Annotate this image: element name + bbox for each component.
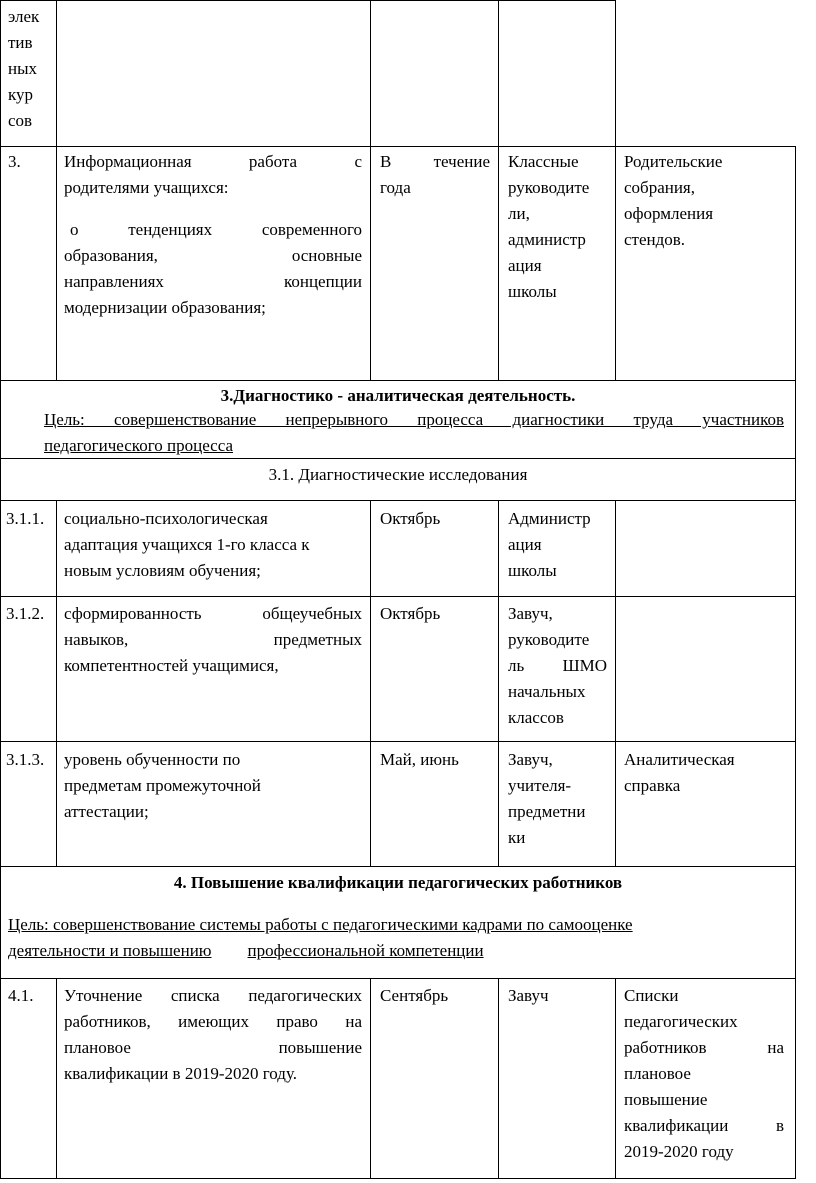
text-line: школы — [508, 282, 557, 301]
term: Октябрь — [380, 604, 441, 623]
rule — [56, 0, 57, 381]
text-line: ных — [8, 59, 38, 78]
text-line: Аналитическая — [624, 750, 735, 769]
text-line: плановое — [624, 1064, 691, 1083]
rule — [0, 0, 1, 1179]
text-line: школы — [508, 561, 557, 580]
activity-description — [64, 506, 364, 584]
rule — [498, 500, 499, 867]
rule — [615, 978, 616, 1179]
text-line: педагогических — [624, 1012, 738, 1031]
text-line: педагогического процесса — [44, 436, 234, 455]
rule — [0, 380, 796, 381]
term: Октябрь — [380, 509, 441, 528]
text-line: Цель: совершенствование системы работы с педагогическими кадрами по самооценке — [8, 915, 633, 934]
row-number: 3.1.1. — [6, 509, 45, 528]
text-line: работников на — [624, 1038, 784, 1057]
text-line: собрания, — [624, 178, 696, 197]
text-line: квалификации в 2019-2020 году. — [64, 1064, 297, 1083]
rule — [56, 978, 57, 1179]
text-line: классов — [508, 708, 564, 727]
row-number: 3.1.2. — [6, 604, 45, 623]
text-line: квалификации в — [624, 1116, 784, 1135]
goal-part: профессиональной компетенции — [247, 941, 484, 960]
text-line: плановое повышение — [64, 1038, 362, 1057]
text-line: предметни — [508, 802, 586, 821]
text-line — [8, 938, 784, 964]
text-line: ли, — [508, 204, 530, 223]
text-line: Информационная работа с — [64, 152, 362, 171]
responsible: Завуч — [508, 986, 549, 1005]
text-line: администр — [508, 230, 586, 249]
result — [624, 747, 789, 799]
section-title: 4. Повышение квалификации педагогических работников — [173, 873, 623, 892]
text-line: руководите — [508, 178, 590, 197]
responsible — [508, 149, 612, 305]
subsection-title: 3.1. Диагностические исследования — [268, 465, 528, 484]
text-line: уровень обученности по — [64, 750, 241, 769]
responsible — [508, 506, 612, 584]
text-line: ки — [508, 828, 526, 847]
text-line: Родительские — [624, 152, 723, 171]
rule — [0, 741, 796, 742]
goal-part: деятельности и повышению — [8, 941, 212, 960]
text-line: социально-психологическая — [64, 509, 268, 528]
rule — [0, 1178, 796, 1179]
text-line: Уточнение списка педагогических — [64, 986, 362, 1005]
rule — [0, 596, 796, 597]
text-line: В течение — [380, 152, 490, 171]
rule — [370, 500, 371, 867]
rule — [795, 146, 796, 1179]
text-line: стендов. — [624, 230, 686, 249]
section-title: 3.Диагностико - аналитическая деятельность. — [220, 386, 576, 405]
term — [380, 149, 490, 201]
text-line: тив — [8, 33, 33, 52]
activity-description — [64, 983, 362, 1087]
text-line: кур — [8, 85, 34, 104]
text-line: Завуч, — [508, 750, 553, 769]
text-line: работников, имеющих право на — [64, 1012, 362, 1031]
responsible — [508, 601, 607, 731]
row-number: 3.1.3. — [6, 750, 45, 769]
text-line: начальных — [508, 682, 586, 701]
text-line: родителями учащихся: — [64, 178, 229, 197]
term: Сентябрь — [380, 986, 449, 1005]
text-line: аттестации; — [64, 802, 149, 821]
result — [624, 149, 789, 253]
rule — [615, 0, 616, 147]
rule — [0, 146, 796, 147]
activity-description — [64, 747, 364, 825]
rule — [615, 500, 616, 867]
text-line: ация — [508, 535, 542, 554]
text-line: руководите — [508, 630, 590, 649]
text-line: года — [380, 178, 411, 197]
rule — [370, 978, 371, 1179]
text-line: модернизации образования; — [64, 298, 266, 317]
rule — [498, 0, 499, 381]
row-number: 4.1. — [8, 986, 34, 1005]
text-line: элек — [8, 7, 40, 26]
elective-courses-text — [8, 4, 52, 134]
rule — [0, 0, 616, 1]
text-line: Завуч, — [508, 604, 553, 623]
activity-description — [64, 149, 362, 321]
activity-description — [64, 601, 362, 679]
text-line: новым условиям обучения; — [64, 561, 261, 580]
row-number: 3. — [8, 152, 21, 171]
text-line: направлениях концепции — [64, 272, 362, 291]
text-line: сов — [8, 111, 33, 130]
text-line: образования, основные — [64, 246, 362, 265]
text-line: предметам промежуточной — [64, 776, 261, 795]
rule — [0, 500, 796, 501]
rule — [0, 866, 796, 867]
text-line: справка — [624, 776, 681, 795]
responsible — [508, 747, 612, 851]
text-line: навыков, предметных — [64, 630, 362, 649]
text-line: 2019-2020 году — [624, 1142, 734, 1161]
text-line: ль ШМО — [508, 656, 607, 675]
rule — [498, 978, 499, 1179]
text-line: учителя- — [508, 776, 572, 795]
text-line: ация — [508, 256, 542, 275]
text-line: компетентностей учащимися, — [64, 656, 279, 675]
text-line: Классные — [508, 152, 579, 171]
text-line: адаптация учащихся 1-го класса к — [64, 535, 310, 554]
text-line: сформированность общеучебных — [64, 604, 362, 623]
section-goal — [44, 407, 784, 459]
rule — [615, 146, 616, 381]
section-goal — [8, 912, 784, 964]
text-line: Цель: совершенствование непрерывного процесса диагностики труда участников — [44, 410, 784, 429]
rule — [56, 500, 57, 867]
text-line: о тенденциях современного — [70, 220, 362, 239]
text-line: повышение — [624, 1090, 708, 1109]
term: Май, июнь — [380, 750, 459, 769]
text-line: Списки — [624, 986, 679, 1005]
rule — [370, 0, 371, 381]
text-line: оформления — [624, 204, 714, 223]
text-line: Администр — [508, 509, 591, 528]
result — [624, 983, 784, 1165]
rule — [0, 978, 796, 979]
